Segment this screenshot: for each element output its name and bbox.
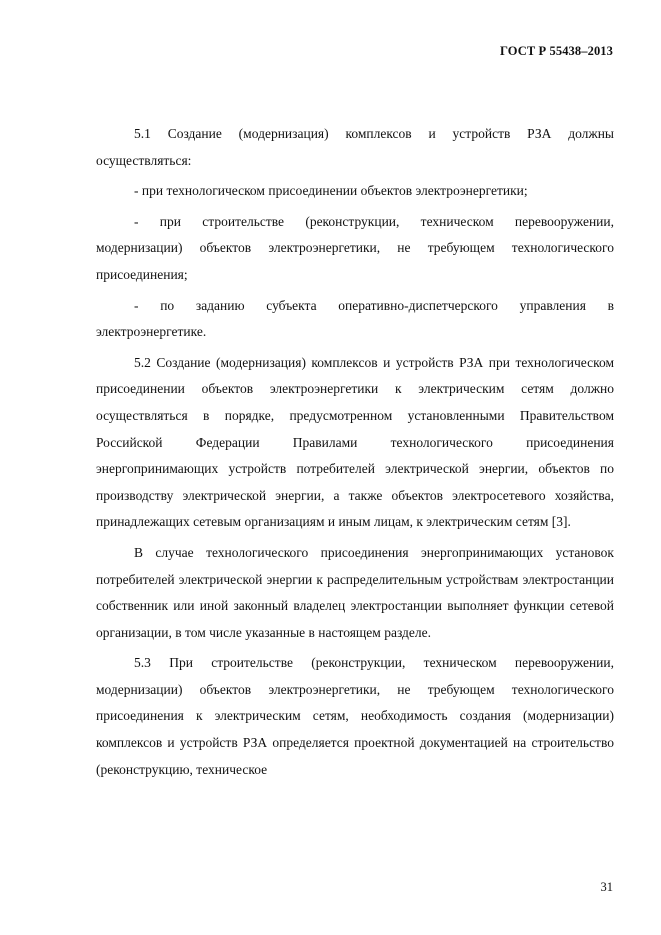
document-body: [96, 121, 614, 783]
paragraph-5-3: 5.3 При строительстве (реконструкции, техническом перевооружении, модернизации) объектов электроэнергетики, не требующем технологического присоединения к электрическим сетям, необходимость создания (модернизации) комплексов и устройств РЗА определяется проектной документацией на строительство (реконструкцию, техническое: [96, 655, 614, 777]
paragraph-power-plant: В случае технологического присоединения энергопринимающих установок потребителей электрической энергии к распределительным устройствам электростанции собственник или иной законный владелец электростанции выполняет функции сетевой организации, в том числе указанные в настоящем разделе.: [96, 544, 614, 640]
page-number: 31: [600, 880, 613, 894]
paragraph-5-2: 5.2 Создание (модернизация) комплексов и устройств РЗА при технологическом присоединении объектов электроэнергетики к электрическим сетям должно осуществляться в порядке, предусмотренном установленными Правительством Российской Федерации Правилами технологического присоединения энергопринимающих устройств потребителей электрической энергии, объектов по производству электрической энергии, а также объектов электросетевого хозяйства, принадлежащих сетевым организациям и иным лицам, к электрическим сетям [3].: [96, 354, 614, 530]
list-item-connection: - при технологическом присоединении объектов электроэнергетики;: [134, 183, 528, 199]
paragraph-5-1: 5.1 Создание (модернизация) комплексов и устройств РЗА должны осуществляться:: [96, 126, 614, 168]
list-item-dispatch: - по заданию субъекта оперативно-диспетчерского управления в электроэнергетике.: [96, 297, 614, 340]
document-code: ГОСТ Р 55438–2013: [500, 44, 613, 58]
list-item-construction: - при строительстве (реконструкции, техническом перевооружении, модернизации) объектов электроэнергетики, не требующем технологического присоединения;: [96, 213, 614, 282]
